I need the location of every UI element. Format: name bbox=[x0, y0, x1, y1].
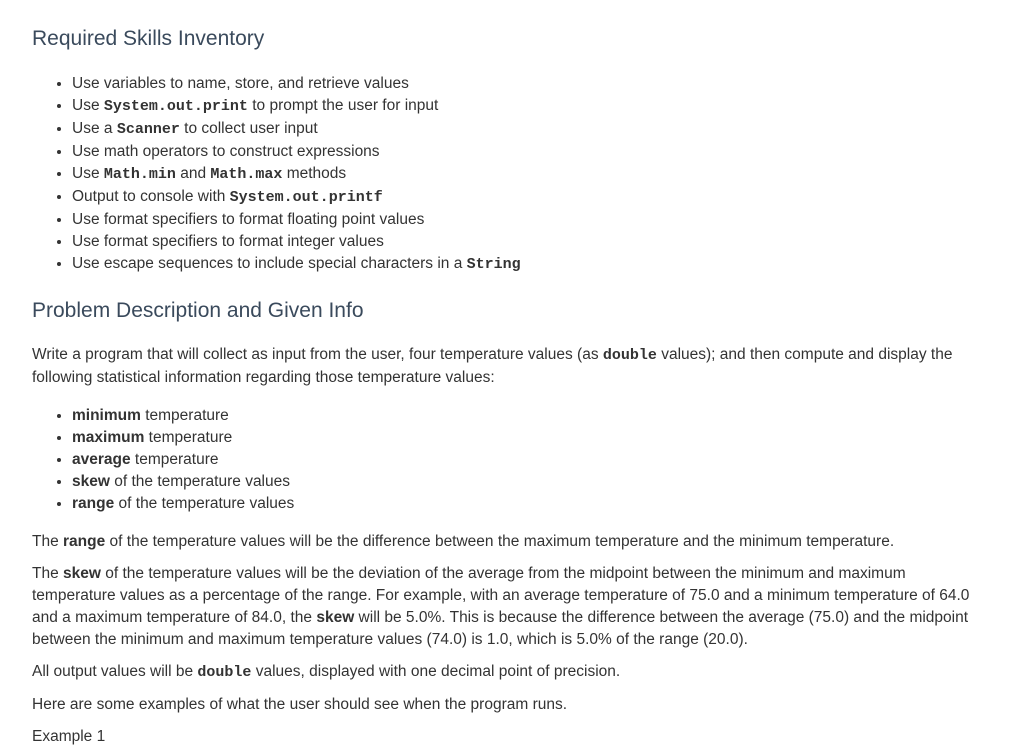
bold-term: minimum bbox=[72, 407, 141, 424]
skill-item: • Use format specifiers to format floating point values bbox=[72, 209, 992, 231]
inline-code: String bbox=[466, 256, 521, 273]
statistic-item: • skew of the temperature values bbox=[72, 471, 992, 493]
bold-term: skew bbox=[63, 565, 101, 582]
bold-term: average bbox=[72, 451, 131, 468]
output-format-note: All output values will be double values, displayed with one decimal point of precision. bbox=[32, 663, 621, 681]
bold-term: skew bbox=[72, 473, 110, 490]
statistic-item: • maximum temperature bbox=[72, 427, 992, 449]
inline-code: System.out.print bbox=[103, 98, 248, 115]
skills-heading: Required Skills Inventory bbox=[32, 27, 265, 50]
statistic-item: • range of the temperature values bbox=[72, 493, 992, 515]
problem-intro: Write a program that will collect as input from the user, four temperature values (as double values); and then compute and display the following statistical information regarding those temperature values: bbox=[32, 346, 953, 386]
statistics-list bbox=[32, 405, 992, 515]
skill-item: • Use format specifiers to format integer values bbox=[72, 231, 992, 253]
inline-code: Math.min bbox=[103, 166, 176, 183]
inline-code: Math.max bbox=[210, 166, 283, 183]
inline-code: double bbox=[602, 347, 657, 364]
example-1-label: Example 1 bbox=[32, 728, 106, 745]
skill-item: • Use System.out.print to prompt the user for input bbox=[72, 95, 992, 118]
inline-code: Scanner bbox=[116, 121, 180, 138]
bold-term: skew bbox=[316, 609, 355, 626]
bold-term: range bbox=[72, 495, 115, 512]
examples-intro: Here are some examples of what the user should see when the program runs. bbox=[32, 696, 568, 713]
skew-definition: The skew of the temperature values will be the deviation of the average from the midpoint between the minimum and maximum temperature values as a percentage of the range. For example, with an average temperature of 75.0 and a minimum temperature of 64.0 and a maximum temperature of 84.0, the skew will be 5.0%. This is because the difference between the average (75.0) and the midpoint between the minimum and maximum temperature values (74.0) is 1.0, which is 5.0% of the range (20.0). bbox=[32, 565, 970, 648]
skill-item: • Use a Scanner to collect user input bbox=[72, 118, 992, 141]
bold-term: maximum bbox=[72, 429, 145, 446]
statistic-item: • average temperature bbox=[72, 449, 992, 471]
problem-heading: Problem Description and Given Info bbox=[32, 299, 364, 322]
skill-item: • Use math operators to construct expressions bbox=[72, 141, 992, 163]
skills-list bbox=[32, 73, 992, 276]
skill-item: • Use variables to name, store, and retrieve values bbox=[72, 73, 992, 95]
statistic-item: • minimum temperature bbox=[72, 405, 992, 427]
bold-term: range bbox=[63, 533, 106, 550]
skill-item: • Use Math.min and Math.max methods bbox=[72, 163, 992, 186]
inline-code: System.out.printf bbox=[229, 189, 383, 206]
skill-item: • Output to console with System.out.printf bbox=[72, 186, 992, 209]
range-definition: The range of the temperature values will be the difference between the maximum temperature and the minimum temperature. bbox=[32, 533, 895, 550]
inline-code: double bbox=[197, 664, 252, 681]
skill-item: • Use escape sequences to include special characters in a String bbox=[72, 253, 992, 276]
